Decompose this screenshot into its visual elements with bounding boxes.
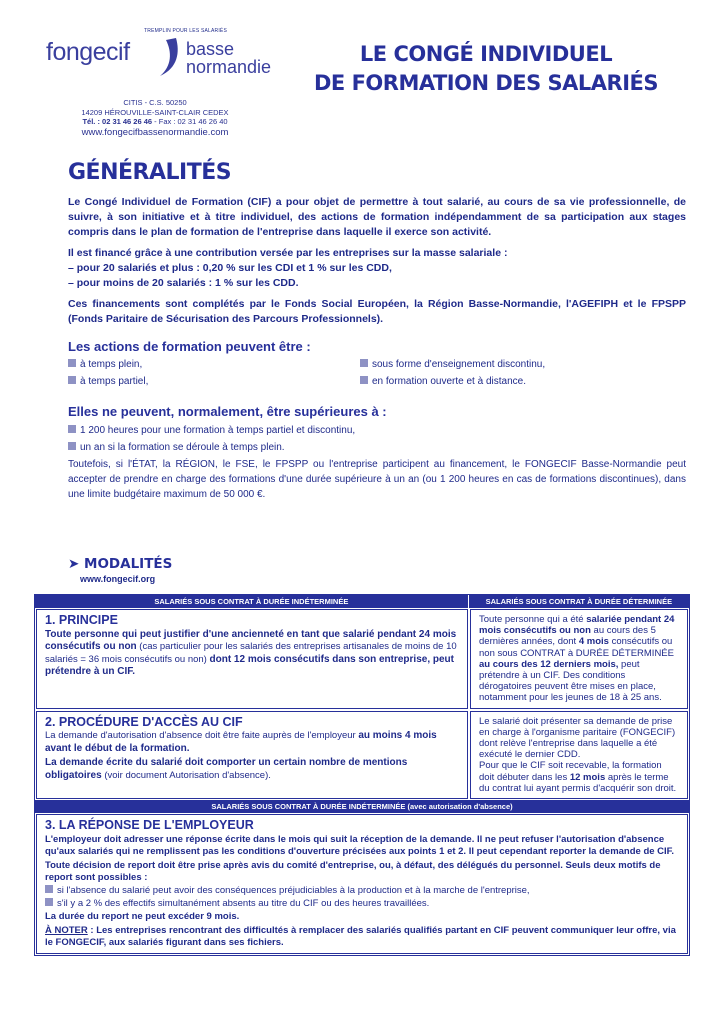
acces-title: 2. PROCÉDURE D'ACCÈS AU CIF: [45, 714, 243, 729]
table-row-acces: [35, 710, 689, 800]
reponse-paragraph-2: Toute décision de report doit être prise après avis du comité d'entreprise, ou, à défaut, des délégués du personnel. Seuls deux motifs de report sont possibles :: [45, 859, 661, 883]
list-item: à temps plein,: [68, 357, 360, 373]
phone: Tél. : 02 31 46 26 46: [82, 117, 153, 126]
address-line: CITIS - C.S. 50250: [123, 98, 187, 107]
fax: - Fax : 02 31 46 26 40: [152, 117, 228, 126]
generalites-heading: GÉNÉRALITÉS: [68, 160, 232, 185]
limits-heading: Elles ne peuvent, normalement, être supérieures à :: [68, 404, 387, 419]
table-row-principe: [35, 608, 689, 710]
title-line-1: LE CONGÉ INDIVIDUEL: [359, 42, 613, 66]
address-block: [40, 98, 270, 138]
principe-title: 1. PRINCIPE: [45, 613, 118, 627]
square-bullet-icon: [68, 442, 76, 450]
financing-line-1: Il est financé grâce à une contribution versée par les entreprises sur la masse salariale :: [68, 247, 508, 259]
actions-heading: Les actions de formation peuvent être :: [68, 339, 311, 354]
logo-tagline: TREMPLIN POUR LES SALARIÉS: [144, 28, 228, 34]
financing-line-2: – pour 20 salariés et plus : 0,20 % sur les CDI et 1 % sur les CDD,: [68, 262, 392, 274]
financing-line-3: – pour moins de 20 salariés : 1 % sur les CDD.: [68, 277, 299, 289]
principe-cdi-cell: 1. PRINCIPE Toute personne qui peut justifier d'une ancienneté en tant que salarié pendant 24 mois consécutifs ou non (cas particulier pour les salariés des entreprises artisanales de moins de 10 salariés = 36 mois consécutifs ou non) dont 12 mois consécutifs dans son entreprise, peut prétendre à un CIF.: [36, 609, 468, 709]
square-bullet-icon: [360, 359, 368, 367]
exception-paragraph: Toutefois, si l'ÉTAT, la RÉGION, le FSE, le FPSPP ou l'entreprise participent au financement, le FONGECIF Basse-Normandie peut accepter de prendre en charge des formations d'une durée supérieure à un an (ou 1 200 heures en cas de formations discontinues), dans une limite budgétaire maximum de 50 000 €.: [68, 459, 686, 500]
logo-basse: basse: [186, 39, 235, 59]
square-bullet-icon: [68, 425, 76, 433]
website-link[interactable]: www.fongecifbassenormandie.com: [81, 126, 229, 138]
header-cdi-absence: SALARIÉS SOUS CONTRAT À DURÉE INDÉTERMINÉE (avec autorisation d'absence): [35, 800, 689, 813]
list-item: à temps partiel,: [68, 374, 360, 390]
header-cdi: SALARIÉS SOUS CONTRAT À DURÉE INDÉTERMINÉE: [35, 595, 468, 608]
list-item: sous forme d'enseignement discontinu,: [360, 357, 660, 373]
intro-paragraph: Le Congé Individuel de Formation (CIF) a pour objet de permettre à tout salarié, au cours de sa vie professionnelle, de suivre, à son initiative et à titre individuel, des actions de formation indépendamment de sa participation aux stages compris dans le plan de formation de l'entreprise dans laquelle il exerce son activité.: [68, 196, 686, 238]
list-item: s'il y a 2 % des effectifs simultanément absents au titre du CIF ou des heures travaillées.: [45, 897, 679, 910]
reponse-paragraph-3: La durée du report ne peut excéder 9 mois.: [45, 910, 240, 922]
cofinancing-paragraph: Ces financements sont complétés par le Fonds Social Européen, la Région Basse-Normandie, l'AGEFIPH et le FPSPP (Fonds Paritaire de Sécurisation des Parcours Professionnels).: [68, 298, 686, 325]
noter-paragraph: À NOTER : Les entreprises rencontrant des difficultés à remplacer des salariés qualifiés partant en CIF peuvent communiquer leur offre, via le FONGECIF, aux salariés figurant dans ses fichiers.: [45, 924, 676, 948]
logo-swoosh-icon: [158, 38, 184, 78]
square-bullet-icon: [360, 376, 368, 384]
logo-normandie: normandie: [186, 57, 272, 77]
cif-table: [34, 594, 690, 956]
reponse-paragraph-1: L'employeur doit adresser une réponse écrite dans le mois qui suit la réception de la demande. Il ne peut refuser l'autorisation d'absence qu'aux salariés qui ne remplissent pas les conditions d'ouverture précisées aux points 1 et 2. Il peut cependant reporter la demande de CIF.: [45, 833, 675, 857]
square-bullet-icon: [45, 898, 53, 906]
list-item: un an si la formation se déroule à temps plein.: [68, 439, 686, 456]
acces-cdd-cell: Le salarié doit présenter sa demande de prise en charge à l'organisme paritaire (FONGECIF) dont relève l'entreprise dans laquelle a été exécuté le dernier CDD. Pour que le CIF soit recevable, la formation doit débuter dans les 12 mois après le terme du contrat lui ayant permis d'acquérir son droit.: [470, 711, 688, 799]
square-bullet-icon: [68, 359, 76, 367]
square-bullet-icon: [45, 885, 53, 893]
title-line-2: DE FORMATION DES SALARIÉS: [313, 71, 659, 95]
reponse-title: 3. LA RÉPONSE DE L'EMPLOYEUR: [45, 818, 254, 833]
square-bullet-icon: [68, 376, 76, 384]
list-item: en formation ouverte et à distance.: [360, 374, 660, 390]
acces-cdi-cell: 2. PROCÉDURE D'ACCÈS AU CIF La demande d'autorisation d'absence doit être faite auprès de l'employeur au moins 4 mois avant le début de la formation. La demande écrite du salarié doit comporter un certain nombre de mentions obligatoires (voir document Autorisation d'absence).: [36, 711, 468, 799]
logo-fongecif: fongecif: [46, 38, 130, 66]
list-item: si l'absence du salarié peut avoir des conséquences préjudiciables à la production et à la marche de l'entreprise,: [45, 884, 679, 897]
page-title: [286, 40, 686, 98]
modalites-website-link[interactable]: www.fongecif.org: [80, 574, 156, 584]
principe-cdd-cell: Toute personne qui a été salariée pendant 24 mois consécutifs ou non au cours des 5 dernières années, dont 4 mois consécutifs ou non sous CONTRAT à DURÉE DÉTERMINÉE au cours des 12 derniers mois, peut prétendre à un CIF. Des conditions dérogatoires peuvent être mises en place, notamment pour les jeunes de 18 à 25 ans.: [470, 609, 688, 709]
actions-list: [68, 357, 686, 390]
modalites-heading: ➤ MODALITÉS: [68, 556, 173, 572]
reponse-cell: [36, 814, 688, 954]
list-item: 1 200 heures pour une formation à temps partiel et discontinu,: [68, 422, 686, 439]
generalites-section: [68, 160, 686, 502]
header-cdd: SALARIÉS SOUS CONTRAT À DURÉE DÉTERMINÉE: [468, 595, 689, 608]
fongecif-logo: [46, 28, 272, 88]
address-city: 14209 HÉROUVILLE-SAINT-CLAIR CEDEX: [81, 107, 229, 117]
